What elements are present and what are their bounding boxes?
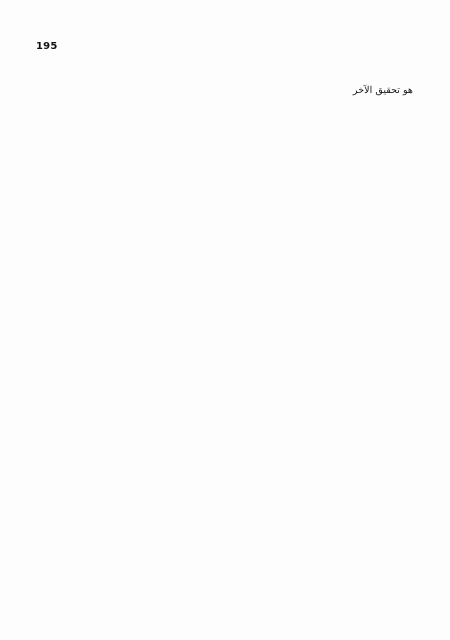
body-text: هو تحقيق الآخر [352,85,413,96]
page-number: 195 [36,41,58,52]
